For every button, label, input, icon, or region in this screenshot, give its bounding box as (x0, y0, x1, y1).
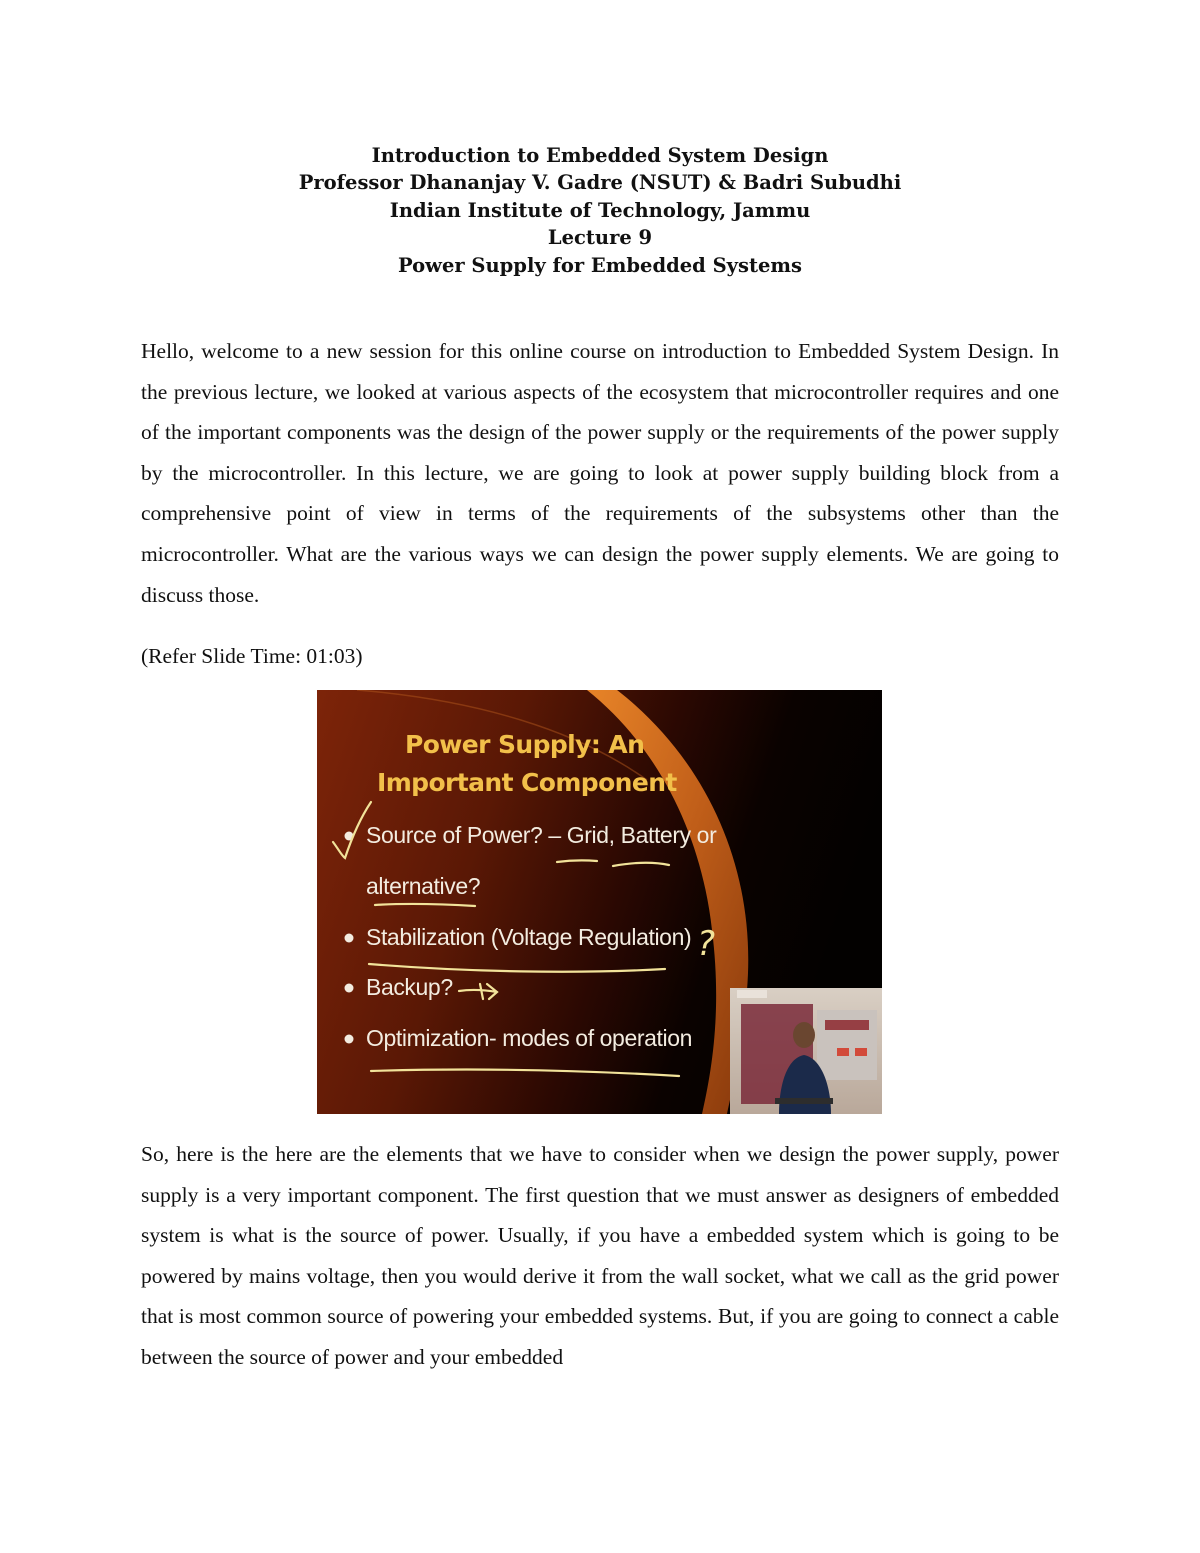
slide-bullet-3: Backup? (366, 974, 453, 1000)
paragraph-intro: Hello, welcome to a new session for this online course on introduction to Embedded System Design. In the previous lecture, we looked at various aspects of the ecosystem that microcontroller requires and one of the important components was the design of the power supply or the requirements of the power supply by the microcontroller. In this lecture, we are going to look at power supply building block from a comprehensive point of view in terms of the requirements of the subsystems other than the microcontroller. What are the various ways we can design the power supply elements. We are going to discuss those. (141, 339, 1059, 607)
institute-line: Indian Institute of Technology, Jammu (389, 198, 811, 222)
bullet-dot-4 (345, 1035, 354, 1044)
document-header (0, 142, 1200, 279)
slide-canvas (317, 690, 882, 1114)
video-poster-block-1 (837, 1048, 849, 1056)
paragraph-power-source: So, here is the here are the elements that we have to consider when we design the power supply, power supply is a very important component. The first question that we must answer as designers of embedded system is what is the source of power. Usually, if you have a embedded system which is going to be powered by mains voltage, then you would derive it from the wall socket, what we call as the grid power that is most common source of powering your embedded systems. But, if you are going to connect a cable between the source of power and your embedded (141, 1142, 1059, 1369)
slide-title-line-2: Important Component (377, 768, 677, 797)
refer-slide-time: (Refer Slide Time: 01:03) (141, 644, 363, 668)
bullet-dot-2 (345, 934, 354, 943)
slide-bullet-4: Optimization- modes of operation (366, 1025, 692, 1051)
course-title: Introduction to Embedded System Design (371, 144, 829, 167)
lecture-slide-image (317, 690, 882, 1114)
lecture-number: Lecture 9 (547, 226, 653, 250)
presenter-head (793, 1022, 815, 1048)
lecture-title: Power Supply for Embedded Systems (398, 253, 802, 277)
slide-bullet-1: Source of Power? – Grid, Battery or (366, 822, 717, 848)
video-poster-banner (825, 1020, 869, 1030)
professors-line: Professor Dhananjay V. Gadre (NSUT) & Badri Subudhi (298, 171, 902, 195)
bullet-dot-3 (345, 984, 354, 993)
presenter-video-inset (730, 988, 882, 1114)
slide-bullet-2: Stabilization (Voltage Regulation) (366, 924, 692, 950)
video-poster-block-2 (855, 1048, 867, 1056)
question-mark-annotation: ? (697, 924, 716, 964)
slide-bullet-1-continued: alternative? (366, 873, 481, 899)
slide-title-line-1: Power Supply: An (405, 730, 645, 759)
presenter-desk-tablet (775, 1098, 833, 1104)
video-logo-strip (737, 990, 767, 998)
